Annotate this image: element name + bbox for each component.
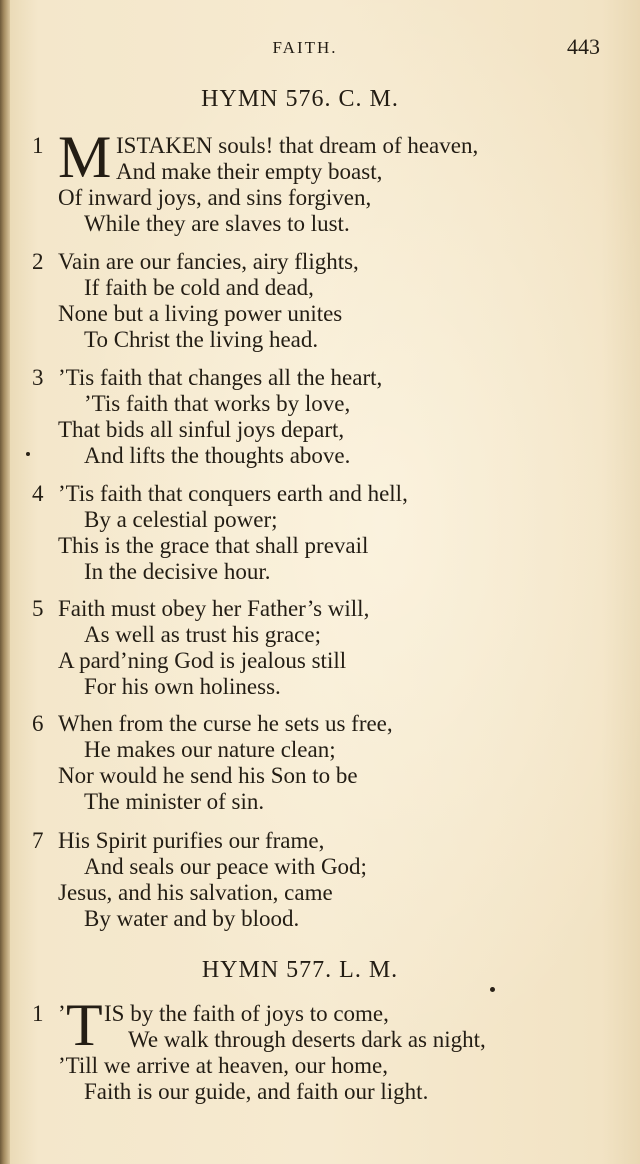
running-title: FAITH. [272, 38, 338, 57]
verse-line: And make their empty boast, [116, 159, 383, 184]
verse-number: 3 [32, 365, 44, 390]
hymn-576-verse-7 [32, 828, 612, 932]
verse-number: 4 [32, 481, 44, 506]
verse-line: The minister of sin. [84, 789, 265, 814]
verse-line: IS by the faith of joys to come, [104, 1001, 389, 1026]
verse-line: Faith must obey her Father’s will, [58, 596, 370, 621]
verse-number: 7 [32, 828, 44, 853]
verse-line: If faith be cold and dead, [84, 275, 314, 300]
hymn-576-title: HYMN 576. C. M. [201, 86, 399, 112]
verse-line: Nor would he send his Son to be [58, 763, 358, 788]
ink-speck [490, 987, 495, 992]
verse-line: When from the curse he sets us free, [58, 711, 393, 736]
verse-line: Of inward joys, and sins forgiven, [58, 185, 372, 210]
drop-cap-letter: T [66, 992, 103, 1058]
verse-line: ISTAKEN souls! that dream of heaven, [116, 133, 479, 158]
ink-speck [26, 452, 30, 456]
verse-line: We walk through deserts dark as night, [128, 1027, 486, 1052]
apostrophe-prefix: ’ [58, 1001, 66, 1026]
verse-line: As well as trust his grace; [84, 622, 321, 647]
book-spine-shadow [0, 0, 10, 1164]
hymn-576-verse-1 [32, 124, 612, 237]
verse-line: Jesus, and his salvation, came [58, 880, 333, 905]
verse-line: By a celestial power; [84, 507, 278, 532]
verse-line: While they are slaves to lust. [84, 211, 350, 236]
verse-line: For his own holiness. [84, 674, 281, 699]
verse-line: Vain are our fancies, airy flights, [58, 249, 359, 274]
page-header [0, 36, 640, 62]
hymn-576-verse-3 [32, 365, 612, 469]
verse-line: A pard’ning God is jealous still [58, 648, 347, 673]
verse-number: 1 [32, 133, 44, 158]
hymn-577-title: HYMN 577. L. M. [201, 957, 399, 983]
verse-line: Faith is our guide, and faith our light. [84, 1079, 429, 1104]
verse-line: ’Tis faith that conquers earth and hell, [58, 481, 408, 506]
verse-number: 6 [32, 711, 44, 736]
verse-line: He makes our nature clean; [84, 737, 336, 762]
page-number: 443 [567, 34, 600, 59]
verse-line: That bids all sinful joys depart, [58, 417, 345, 442]
hymn-576-verse-6 [32, 711, 612, 815]
verse-line: To Christ the living head. [84, 327, 319, 352]
verse-line: ’Tis faith that changes all the heart, [58, 365, 383, 390]
verse-line: ’Till we arrive at heaven, our home, [58, 1053, 388, 1078]
drop-cap-letter: M [58, 124, 112, 190]
verse-line: His Spirit purifies our frame, [58, 828, 325, 853]
verse-line: By water and by blood. [84, 906, 300, 931]
verse-line: And seals our peace with God; [84, 854, 367, 879]
verse-line: None but a living power unites [58, 301, 343, 326]
verse-line: This is the grace that shall prevail [58, 533, 369, 558]
verse-line: ’Tis faith that works by love, [84, 391, 351, 416]
verse-line: In the decisive hour. [84, 559, 271, 584]
verse-number: 1 [32, 1001, 44, 1026]
hymn-576-verse-5 [32, 596, 612, 700]
hymn-577-verse-1 [32, 992, 612, 1105]
verse-line: And lifts the thoughts above. [84, 443, 351, 468]
hymn-576-verse-2 [32, 249, 612, 353]
verse-number: 2 [32, 249, 44, 274]
hymn-576-verse-4 [32, 481, 612, 585]
verse-number: 5 [32, 596, 44, 621]
